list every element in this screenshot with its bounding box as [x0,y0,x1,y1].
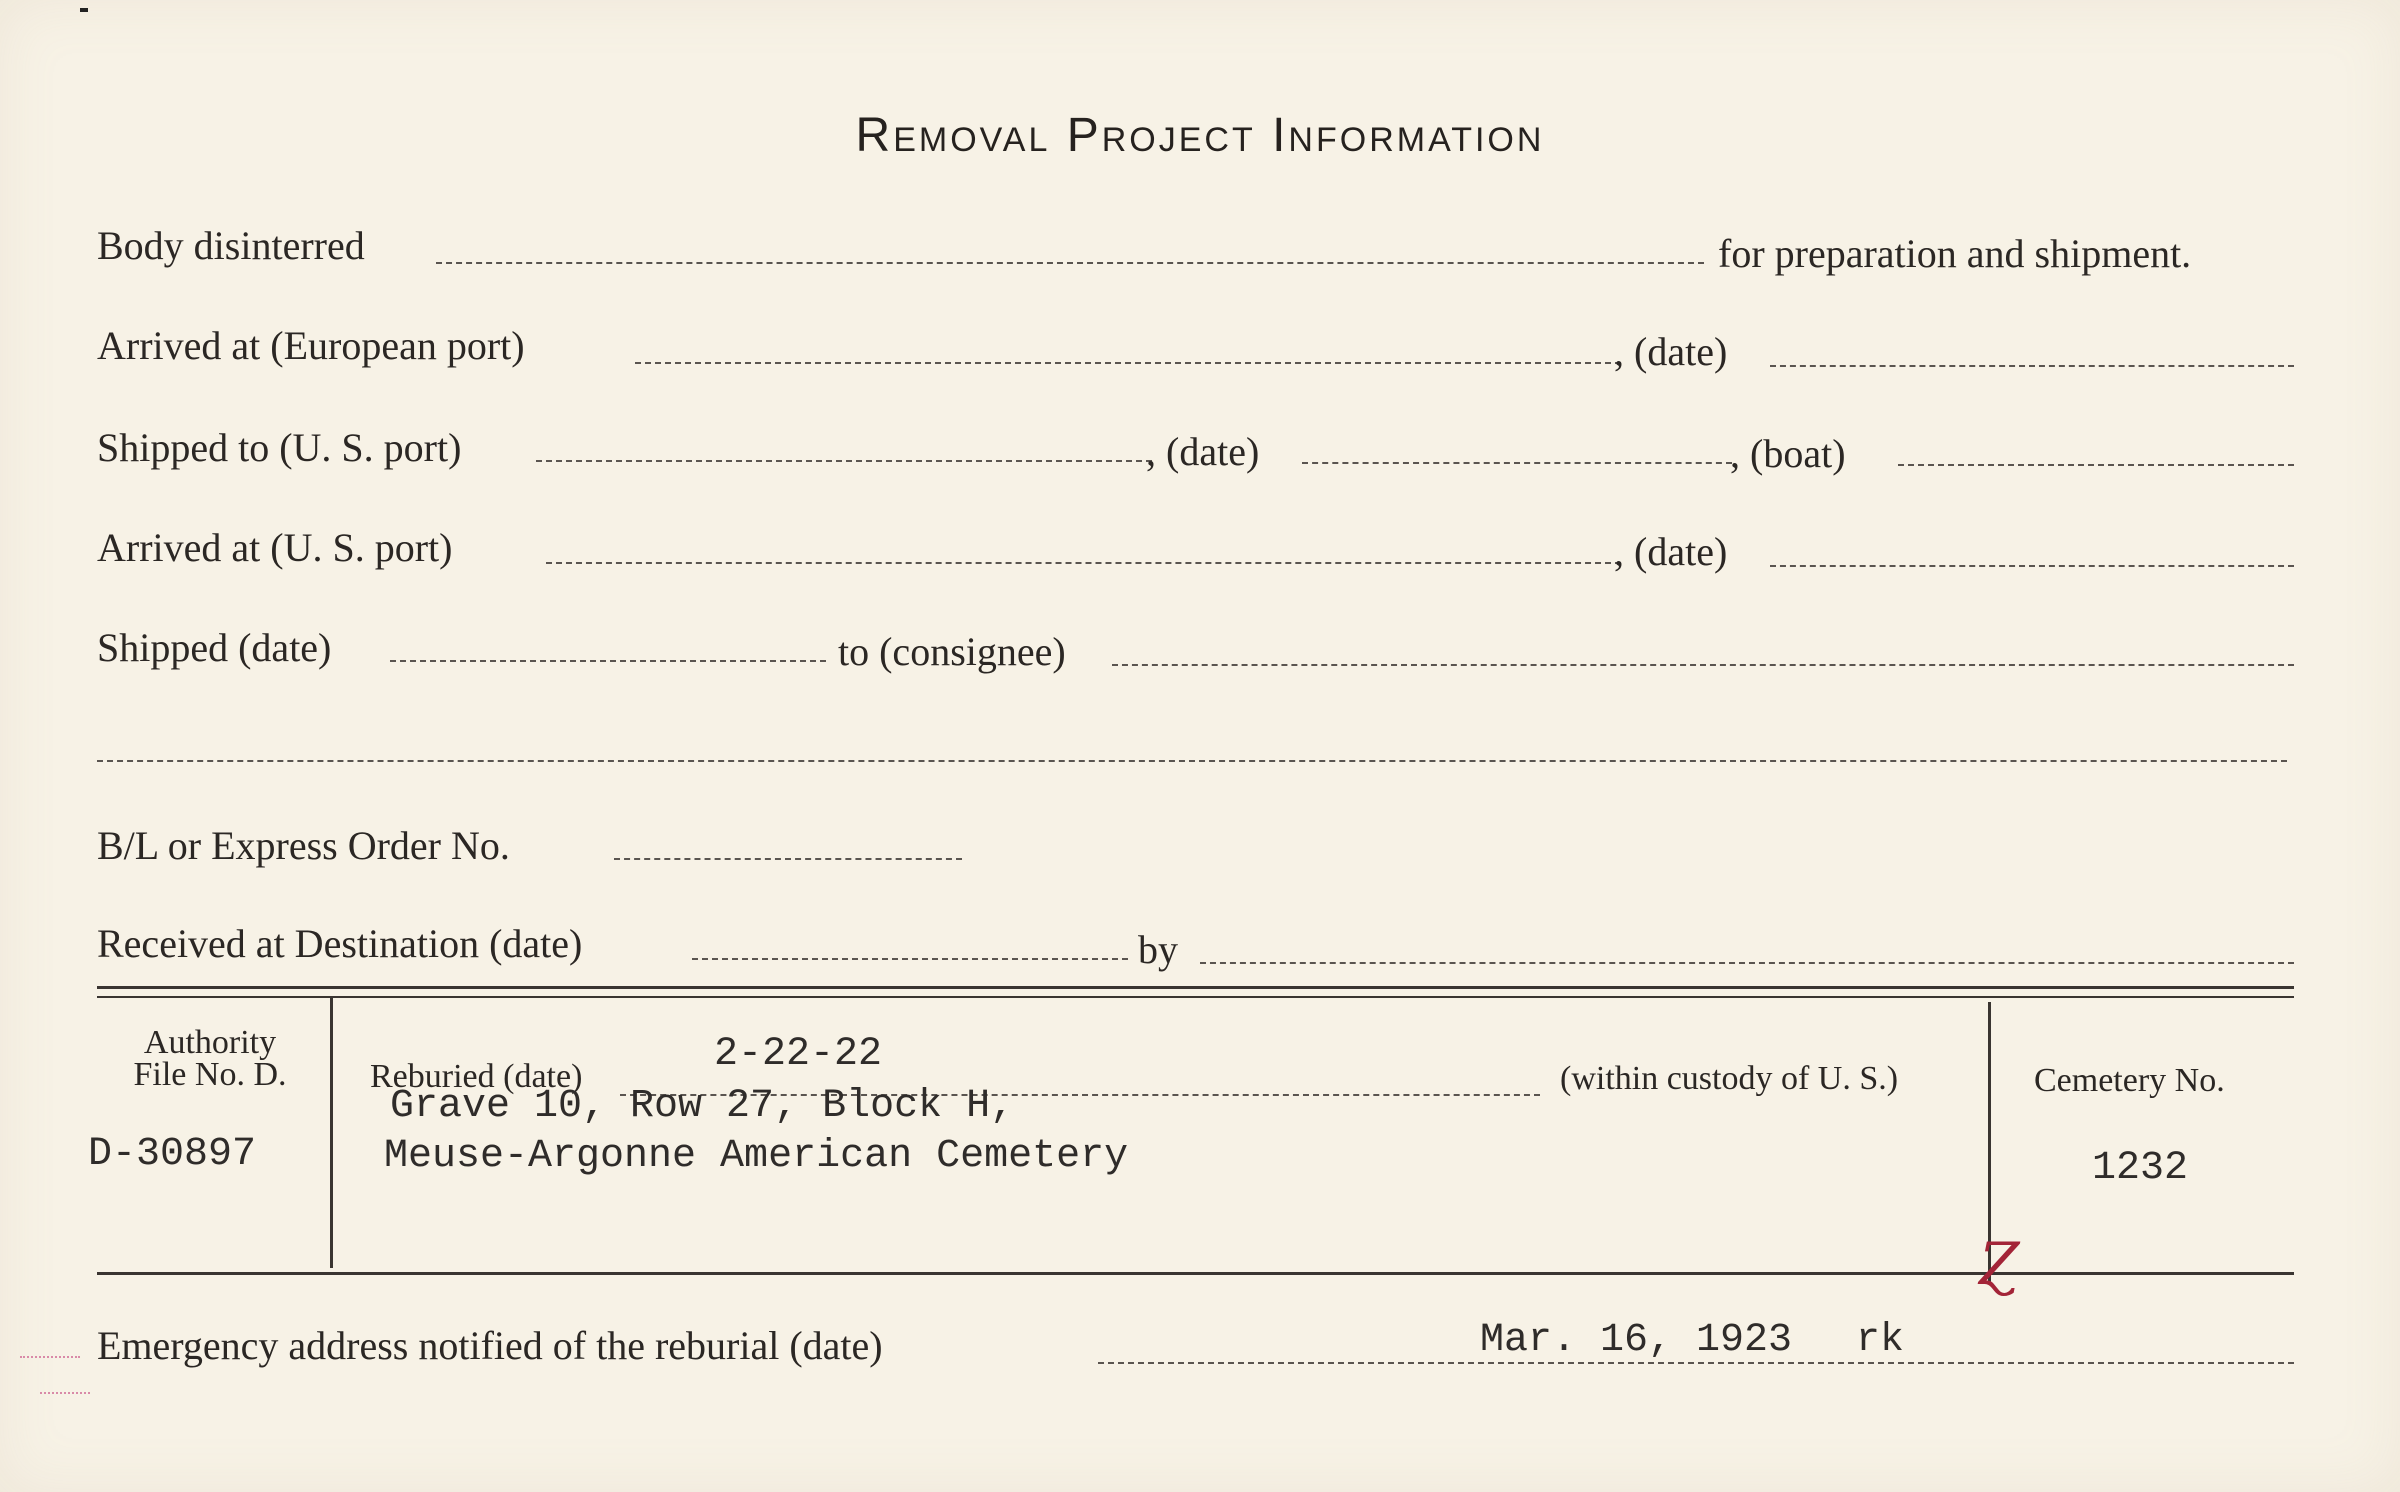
emergency-date: Mar. 16, 1923 [1480,1318,1793,1363]
body-disinterred-label: Body disinterred [97,223,365,268]
received-label: Received at Destination (date) [97,921,583,966]
arrived-us-date-field [1770,565,2294,567]
shipped-us-port-field [536,460,1152,462]
arrived-us-label: Arrived at (U. S. port) [97,525,453,570]
bl-order-field [614,858,962,860]
shipped-us-boat-label: , (boat) [1730,431,1846,476]
consignee-label: to (consignee) [838,629,1066,674]
arrived-european-date-label: , (date) [1614,329,1728,374]
consignee-continuation-field [97,760,2287,762]
grave-location: Grave 10, Row 27, Block H, [390,1084,1015,1129]
shipped-us-date-field [1302,462,1732,464]
box-divider-left [330,996,333,1268]
reburied-label: Reburied (date) [370,1058,583,1095]
authority-label: Authority [143,1024,277,1061]
cemetery-name: Meuse-Argonne American Cemetery [384,1134,1129,1179]
cemetery-no: 1232 [2092,1146,2189,1191]
cemetery-no-label: Cemetery No. [2034,1062,2225,1099]
shipped-date-label: Shipped (date) [97,625,332,670]
box-bottom-rule [97,1272,2294,1275]
arrived-european-label: Arrived at (European port) [97,323,525,368]
body-disinterred-field [436,262,1704,264]
received-date-field [692,958,1128,960]
shipped-us-date-label: , (date) [1146,429,1260,474]
reburied-date: 2-22-22 [714,1032,883,1077]
shipped-date-field [390,660,826,662]
emergency-label: Emergency address notified of the reburial (date) [97,1323,883,1368]
box-top-rule [97,986,2294,989]
arrived-european-port-field [635,362,1621,364]
file-no-label: File No. D. [133,1056,287,1093]
ink-stain [20,1356,80,1358]
shipped-us-label: Shipped to (U. S. port) [97,425,462,470]
received-by-label: by [1138,927,1178,972]
custody-label: (within custody of U. S.) [1560,1060,1899,1097]
arrived-us-port-field [546,562,1621,564]
handwritten-initials-mark: Ɀ [1978,1230,2019,1298]
authority-file-no: D-30897 [88,1132,257,1177]
ink-stain [40,1392,90,1394]
received-by-field [1200,962,2294,964]
bl-order-label: B/L or Express Order No. [97,823,510,868]
arrived-european-date-field [1770,365,2294,367]
arrived-us-date-label: , (date) [1614,529,1728,574]
ink-speck [80,8,88,12]
consignee-field [1112,664,2294,666]
box-top-rule-inner [97,996,2294,998]
card-title: Removal Project Information [855,109,1545,162]
emergency-initials: rk [1856,1318,1905,1363]
shipped-us-boat-field [1898,464,2294,466]
body-disinterred-suffix: for preparation and shipment. [1718,231,2192,276]
